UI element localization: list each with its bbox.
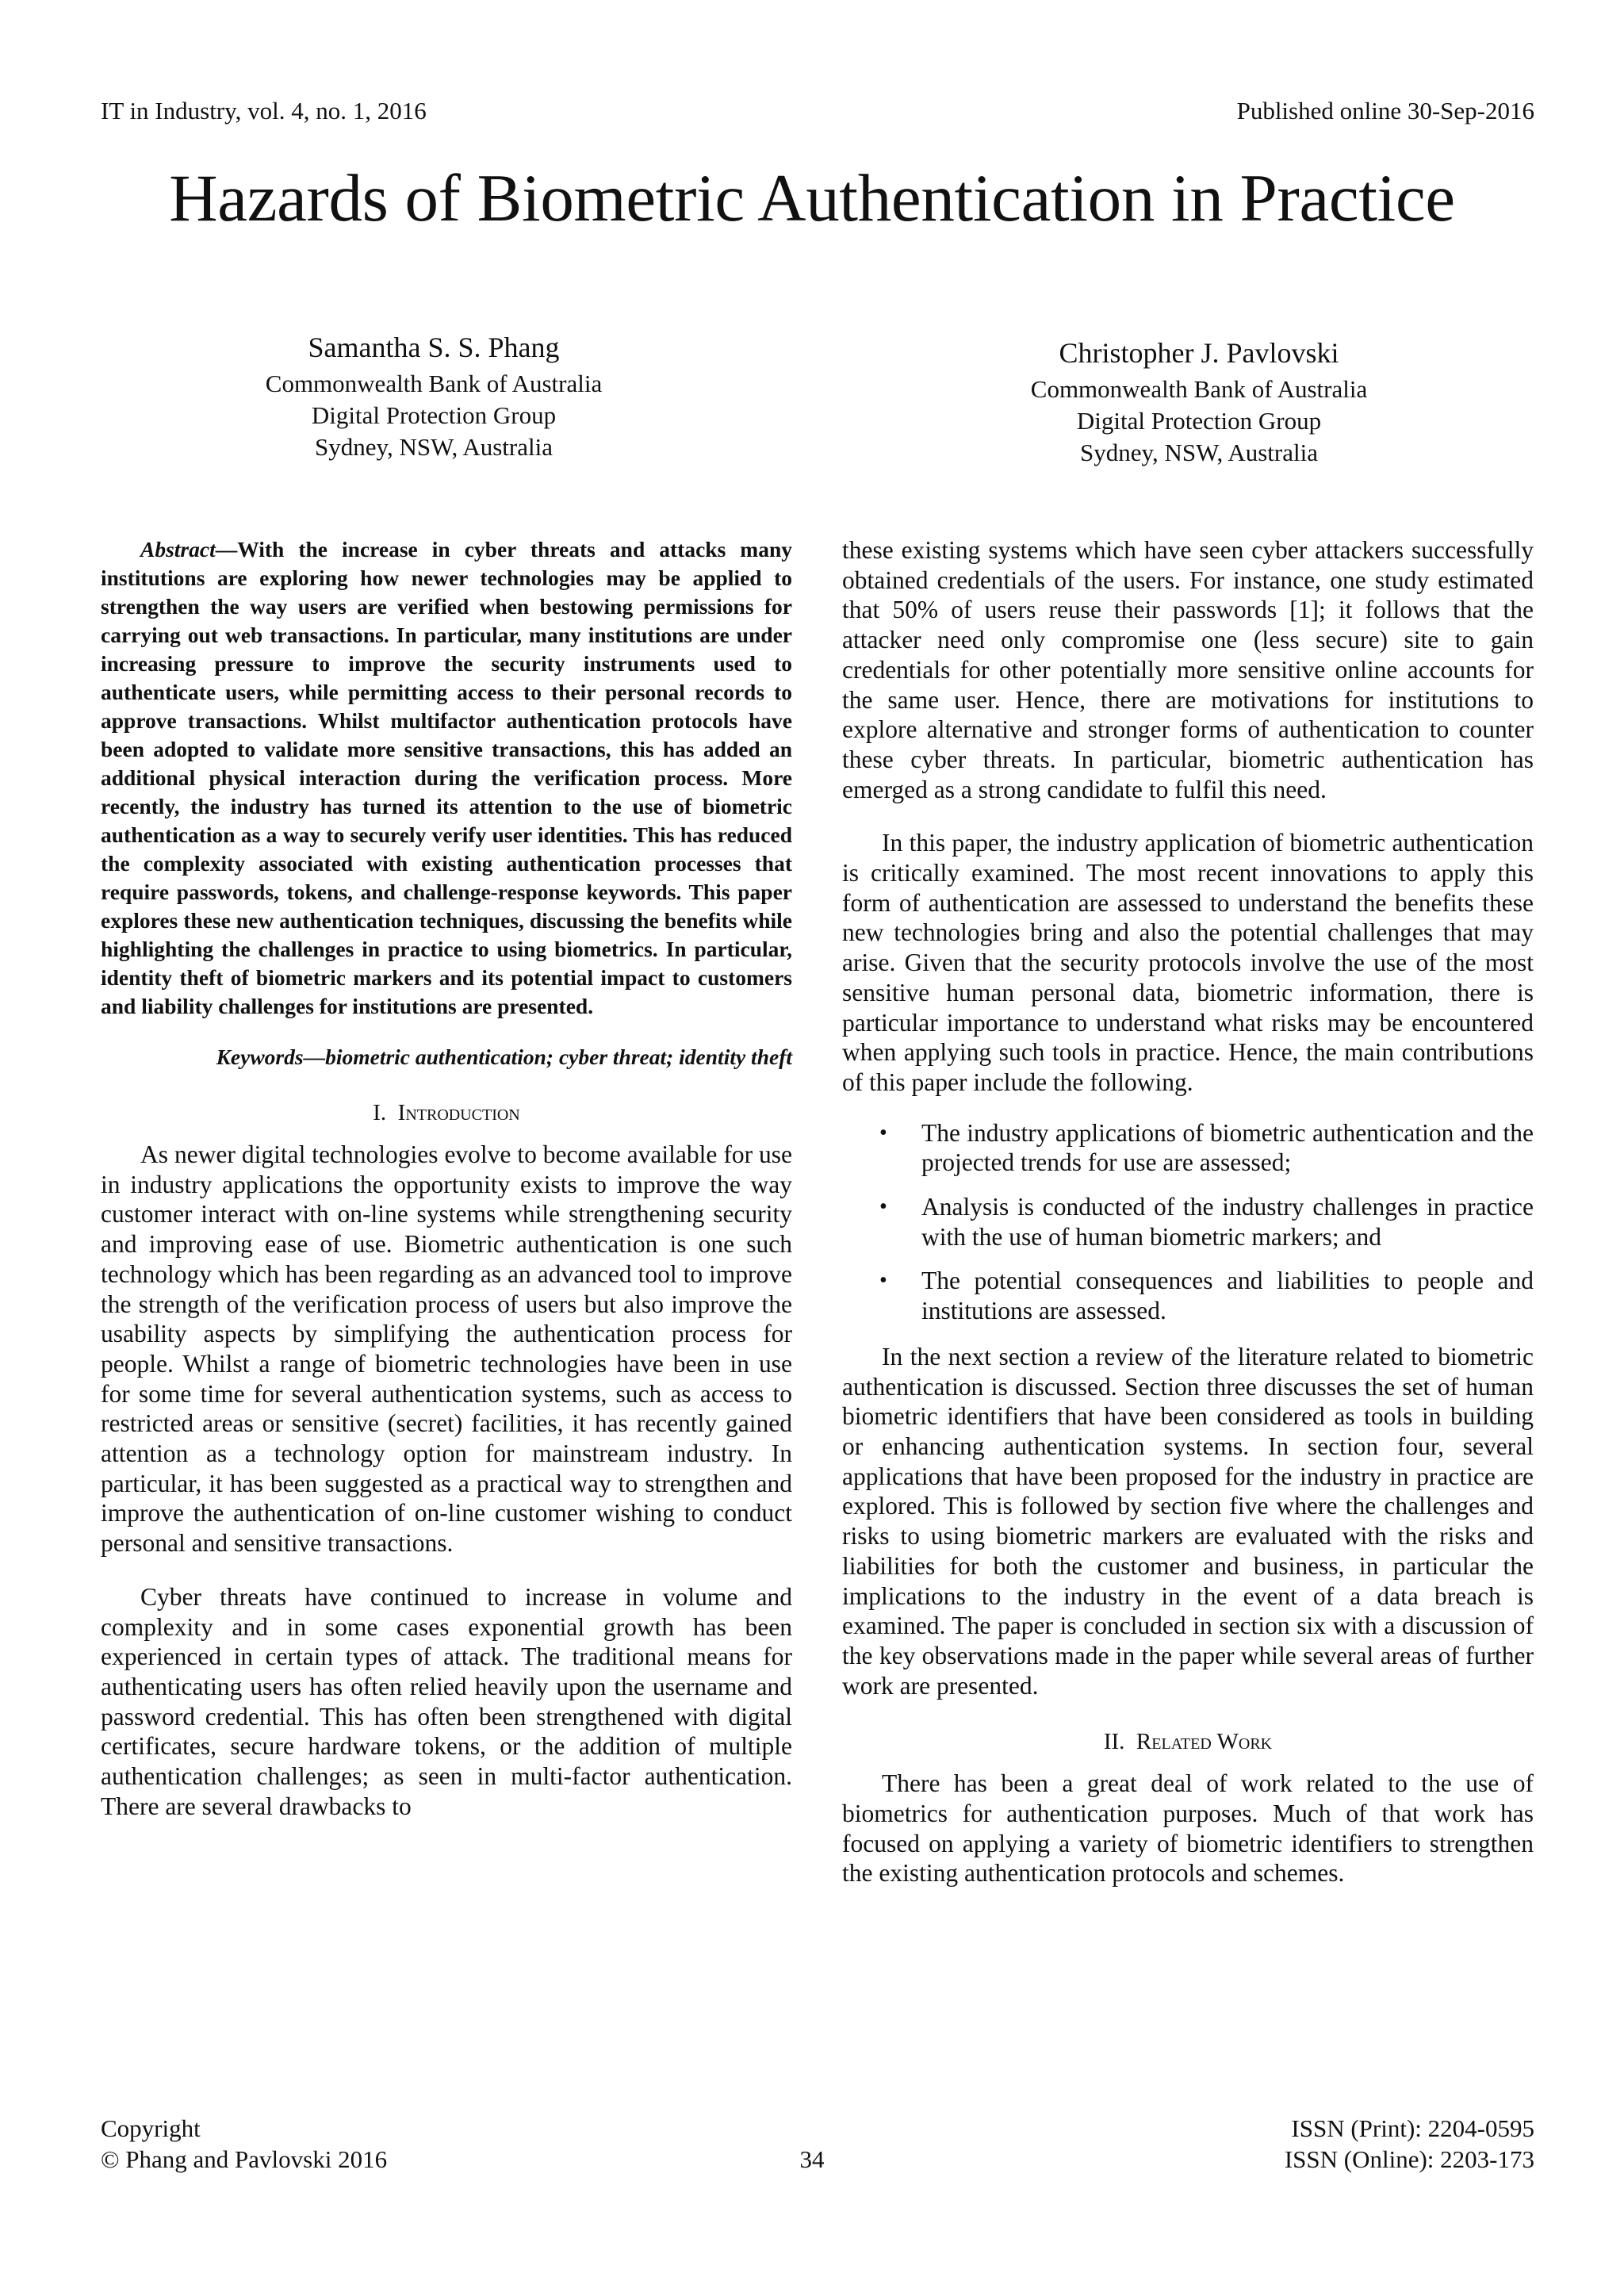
intro-paragraph-1: As newer digital technologies evolve to become available for use in industry applications the opportunity exists to improve the way customer interact with on-line systems while strengthening security and improving ease of use. Biometric authentication is one such technology which has been regarding as an advanced tool to improve the strength of the verification process of users but also improve the usability aspects by simplifying the authentication process for people. Whilst a range of biometric technologies have been in use for some time for several authentication systems, such as access to restricted areas or sensitive (secret) facilities, it has recently gained attention as a technology option for mainstream industry. In particular, it has been suggested as a practical way to strengthen and improve the authentication of on-line customer wishing to conduct personal and sensitive transactions. bbox=[101, 1140, 792, 1558]
section-title: Related Work bbox=[1136, 1729, 1273, 1755]
journal-info: IT in Industry, vol. 4, no. 1, 2016 bbox=[101, 97, 427, 125]
author-block-1 bbox=[156, 330, 711, 463]
right-column bbox=[842, 535, 1534, 1888]
section-heading-related-work bbox=[842, 1727, 1534, 1756]
section-number: II. bbox=[1103, 1729, 1125, 1755]
author-block-2 bbox=[921, 335, 1477, 469]
abstract-text: —With the increase in cyber threats and attacks many institutions are exploring how newer technologies may be applied to strengthen the way users are verified when bestowing permissions for carrying out web transactions. In particular, many institutions are under increasing pressure to improve the security instruments used to authenticate users, while permitting access to their personal records to approve transactions. Whilst multifactor authentication protocols have been adopted to validate more sensitive transactions, this has added an additional physical interaction during the verification process. More recently, the industry has turned its attention to the use of biometric authentication as a way to securely verify user identities. This has reduced the complexity associated with existing authentication processes that require passwords, tokens, and challenge-response keywords. This paper explores these new authentication techniques, discussing the benefits while highlighting the challenges in practice to using biometrics. In particular, identity theft of biometric markers and its potential impact to customers and liability challenges for institutions are presented. bbox=[101, 537, 792, 1018]
intro-paragraph-2: Cyber threats have continued to increase in volume and complexity and in some cases exponential growth has been experienced in certain types of attack. The traditional means for authenticating users has often relied heavily upon the username and password credential. This has often been strengthened with digital certificates, secure hardware tokens, or the addition of multiple authentication challenges; as seen in multi-factor authentication. There are several drawbacks to bbox=[101, 1582, 792, 1820]
section-title: Introduction bbox=[397, 1100, 520, 1125]
page-number: 34 bbox=[799, 2145, 825, 2173]
author-department: Digital Protection Group bbox=[1076, 407, 1322, 435]
bullet-icon: • bbox=[879, 1194, 887, 1220]
bullet-icon: • bbox=[879, 1120, 887, 1145]
keywords bbox=[101, 1043, 792, 1071]
author-name: Christopher J. Pavlovski bbox=[1059, 337, 1339, 369]
issn-info bbox=[1285, 2113, 1534, 2175]
copyright-label: Copyright bbox=[101, 2114, 201, 2142]
author-location: Sydney, NSW, Australia bbox=[1080, 439, 1318, 466]
body-paragraph: these existing systems which have seen cyber attackers successfully obtained credentials of the users. For instance, one study estimated that 50% of users reuse their passwords [1]; it follows that the attacker need only compromise one (less secure) site to gain credentials for other potentially more sensitive online accounts for the same user. Hence, there are motivations for institutions to explore alternative and stronger forms of authentication to counter these cyber threats. In particular, biometric authentication has emerged as a strong candidate to fulfil this need. bbox=[842, 536, 1534, 803]
author-location: Sydney, NSW, Australia bbox=[315, 433, 553, 461]
keywords-label: Keywords bbox=[216, 1045, 304, 1069]
list-item: • Analysis is conducted of the industry challenges in practice with the use of human biometric markers; and bbox=[879, 1193, 1534, 1251]
publication-date: Published online 30-Sep-2016 bbox=[1236, 97, 1534, 125]
body-paragraph: In this paper, the industry application of biometric authentication is critically examined. The most recent innovations to apply this form of authentication are assessed to understand the benefits these new technologies bring and also the potential challenges that may arise. Given that the security protocols involve the use of the most sensitive human personal data, biometric information, there is particular importance to understand what risks may be encountered when applying such tools in practice. Hence, the main contributions of this paper include the following. bbox=[842, 829, 1534, 1096]
keywords-text: —biometric authentication; cyber threat; identity theft bbox=[303, 1045, 792, 1069]
copyright-holder: © Phang and Pavlovski 2016 bbox=[101, 2145, 388, 2173]
issn-print: ISSN (Print): 2204-0595 bbox=[1291, 2114, 1534, 2142]
author-organization: Commonwealth Bank of Australia bbox=[265, 370, 603, 397]
abstract-label: Abstract bbox=[140, 537, 216, 562]
contributions-list bbox=[842, 1118, 1534, 1326]
body-paragraph: In the next section a review of the literature related to biometric authentication is discussed. Section three discusses the set of human biometric identifiers that have been considered as tools in building or enhancing authentication systems. In section four, several applications that have been proposed for the industry in practice are explored. This is followed by section five where the challenges and risks to using biometric markers are evaluated with the risks and liabilities for both the customer and business, in particular the implications to the industry in the event of a data breach is examined. The paper is concluded in section six with a discussion of the key observations made in the paper while several areas of further work are presented. bbox=[842, 1342, 1534, 1700]
copyright-notice bbox=[101, 2113, 387, 2175]
author-name: Samantha S. S. Phang bbox=[308, 332, 560, 363]
abstract bbox=[101, 535, 792, 1021]
author-department: Digital Protection Group bbox=[311, 401, 557, 429]
section-number: I. bbox=[373, 1100, 387, 1125]
left-column bbox=[101, 535, 792, 1821]
author-organization: Commonwealth Bank of Australia bbox=[1030, 375, 1368, 403]
paper-title: Hazards of Biometric Authentication in Practice bbox=[169, 161, 1455, 236]
section-heading-introduction bbox=[101, 1098, 792, 1127]
bullet-icon: • bbox=[879, 1268, 887, 1294]
list-item: • The industry applications of biometric authentication and the projected trends for use are assessed; bbox=[879, 1118, 1534, 1177]
list-item: • The potential consequences and liabilities to people and institutions are assessed. bbox=[879, 1267, 1534, 1325]
issn-online: ISSN (Online): 2203-173 bbox=[1284, 2145, 1534, 2173]
body-paragraph: There has been a great deal of work related to the use of biometrics for authentication purposes. Much of that work has focused on applying a variety of biometric identifiers to strengthen the existing authentication protocols and schemes. bbox=[842, 1769, 1534, 1888]
